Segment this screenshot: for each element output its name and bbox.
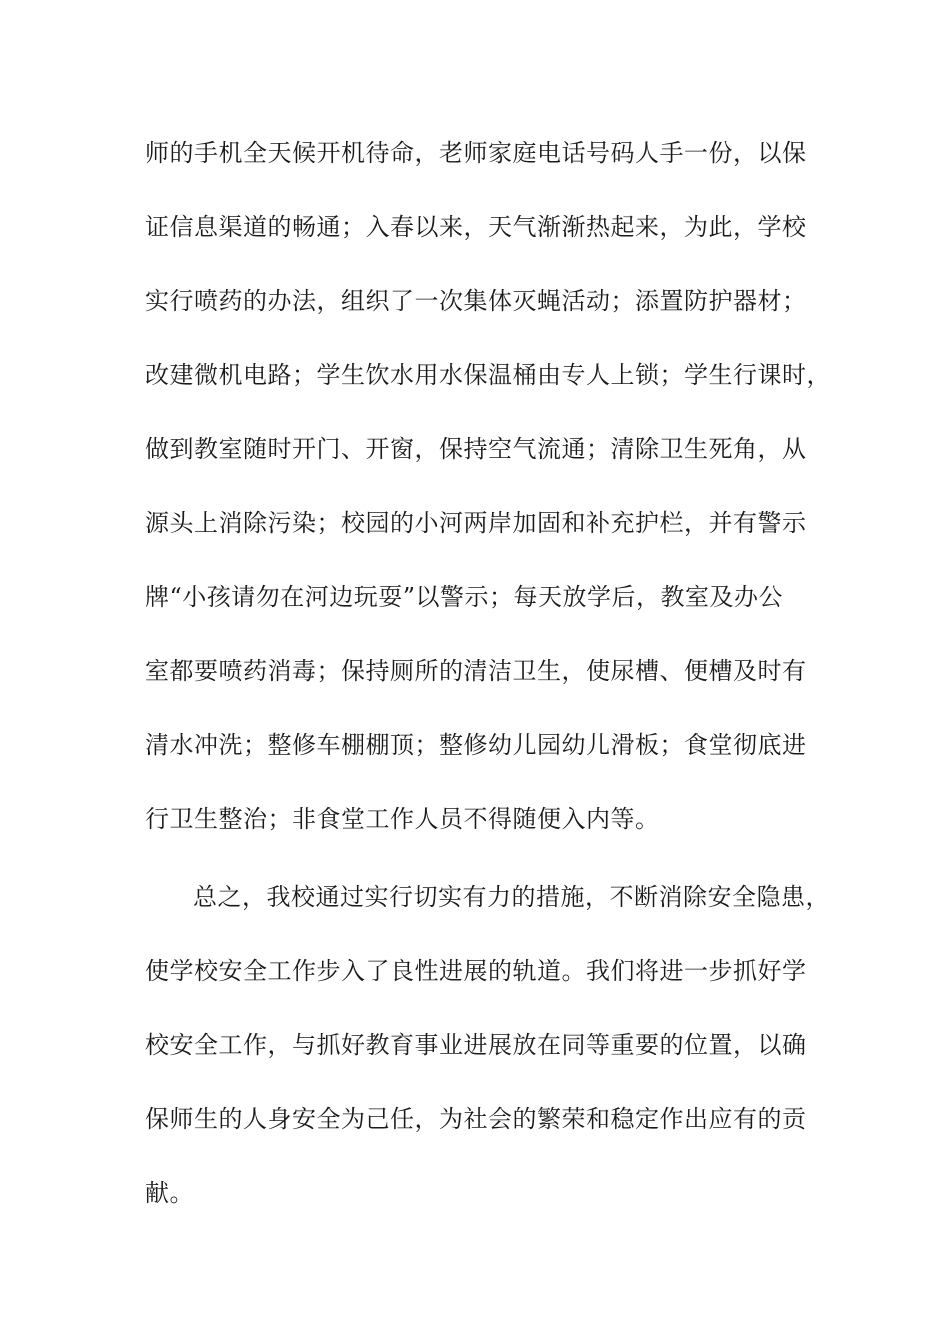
paragraph-line: 证信息渠道的畅通；入春以来，天气渐渐热起来，为此，学校 bbox=[145, 213, 807, 241]
paragraph-line: 校安全工作，与抓好教育事业进展放在同等重要的位置，以确 bbox=[145, 1031, 807, 1059]
paragraph-line: 室都要喷药消毒；保持厕所的清洁卫生，使尿槽、便槽及时有 bbox=[145, 657, 807, 685]
paragraph-line: 使学校安全工作步入了良性进展的轨道。我们将进一步抓好学 bbox=[145, 957, 807, 985]
paragraph-line: 做到教室随时开门、开窗，保持空气流通；清除卫生死角，从 bbox=[145, 435, 807, 463]
paragraph-line: 牌“小孩请勿在河边玩耍”以警示；每天放学后，教室及办公 bbox=[145, 583, 784, 611]
paragraph-line: 实行喷药的办法，组织了一次集体灭蝇活动；添置防护器材； bbox=[145, 287, 807, 315]
paragraph-line: 师的手机全天候开机待命，老师家庭电话号码人手一份，以保 bbox=[145, 139, 807, 167]
paragraph-line: 清水冲洗；整修车棚棚顶；整修幼儿园幼儿滑板；食堂彻底进 bbox=[145, 731, 807, 759]
paragraph-line: 源头上消除污染；校园的小河两岸加固和补充护栏，并有警示 bbox=[145, 509, 807, 537]
paragraph-line: 总之，我校通过实行切实有力的措施，不断消除安全隐患， bbox=[193, 883, 830, 911]
paragraph-line: 保师生的人身安全为己任，为社会的繁荣和稳定作出应有的贡 bbox=[145, 1105, 807, 1133]
paragraph-line: 改建微机电路；学生饮水用水保温桶由专人上锁；学生行课时， bbox=[145, 361, 831, 389]
paragraph-line: 行卫生整治；非食堂工作人员不得随便入内等。 bbox=[145, 805, 660, 833]
paragraph-line: 献。 bbox=[145, 1179, 194, 1207]
